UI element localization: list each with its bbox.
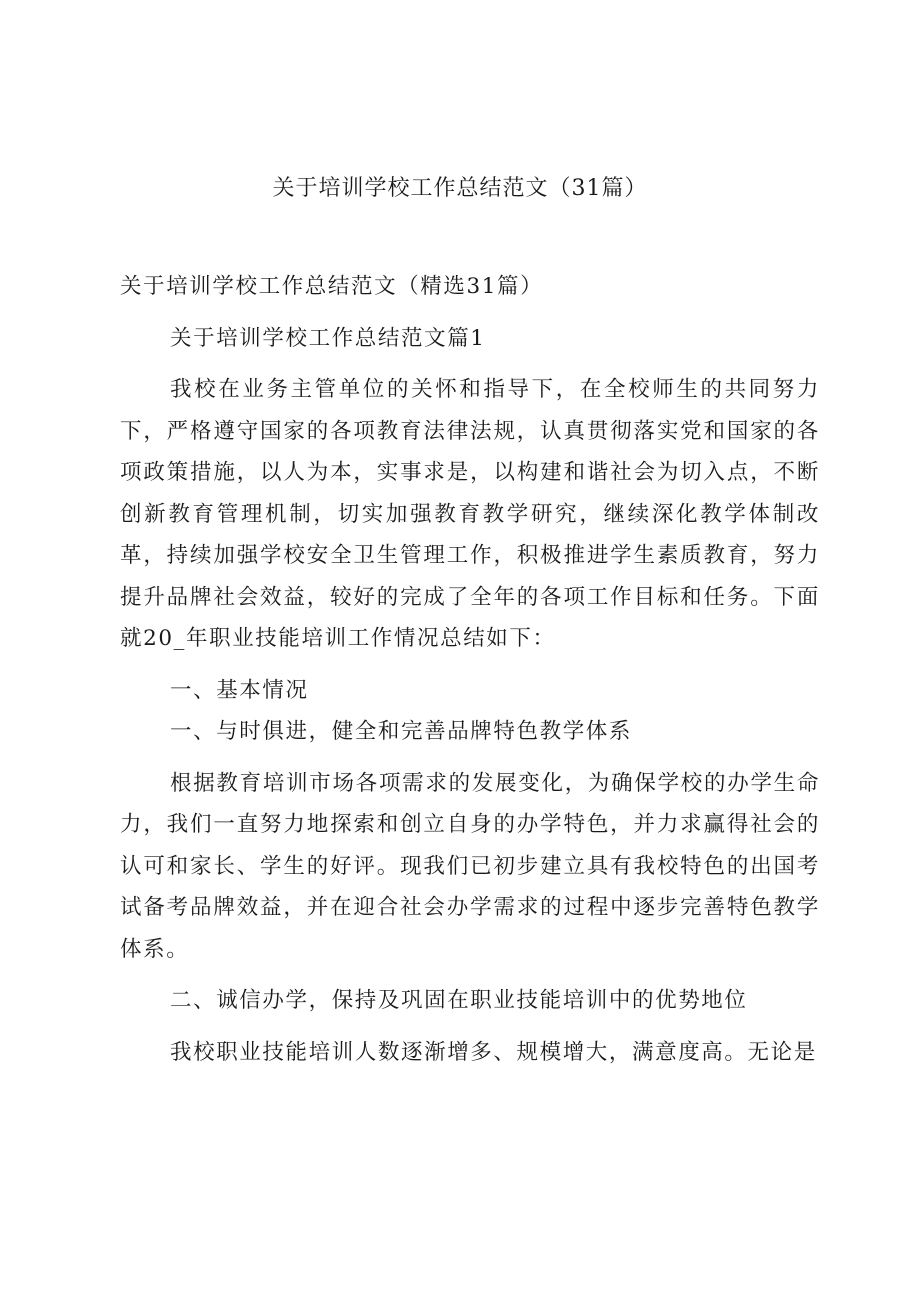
- heading-integrity: 二、诚信办学，保持及巩固在职业技能培训中的优势地位: [170, 988, 748, 1013]
- document-title: 关于培训学校工作总结范文（31篇）: [272, 176, 648, 201]
- paragraph-teaching-system: 根据教育培训市场各项需求的发展变化，为确保学校的办学生命力，我们一直努力地探索和创立自身的办学特色，并力求赢得社会的认可和家长、学生的好评。现我们已初步建立具有我校特色的出国考试备考品牌效益，并在迎合社会办学需求的过程中逐步完善特色教学体系。: [120, 770, 820, 962]
- document-body: [120, 266, 820, 1073]
- heading-basic-situation: 一、基本情况: [170, 677, 309, 703]
- heading-keep-pace: 一、与时俱进，健全和完善品牌特色教学体系: [170, 719, 633, 744]
- section-heading: 关于培训学校工作总结范文篇1: [170, 325, 486, 351]
- document-subtitle: 关于培训学校工作总结范文（精选31篇）: [120, 274, 544, 299]
- paragraph-intro: 我校在业务主管单位的关怀和指导下，在全校师生的共同努力下，严格遵守国家的各项教育法律法规，认真贯彻落实党和国家的各项政策措施，以人为本，实事求是，以构建和谐社会为切入点，不断创新教育管理机制，切实加强教育教学研究，继续深化教学体制改革，持续加强学校安全卫生管理工作，积极推进学生素质教育，努力提升品牌社会效益，较好的完成了全年的各项工作目标和任务。下面就20_年职业技能培训工作情况总结如下：: [120, 377, 820, 651]
- paragraph-training-scale: 我校职业技能培训人数逐渐增多、规模增大，满意度高。无论是: [170, 1039, 817, 1065]
